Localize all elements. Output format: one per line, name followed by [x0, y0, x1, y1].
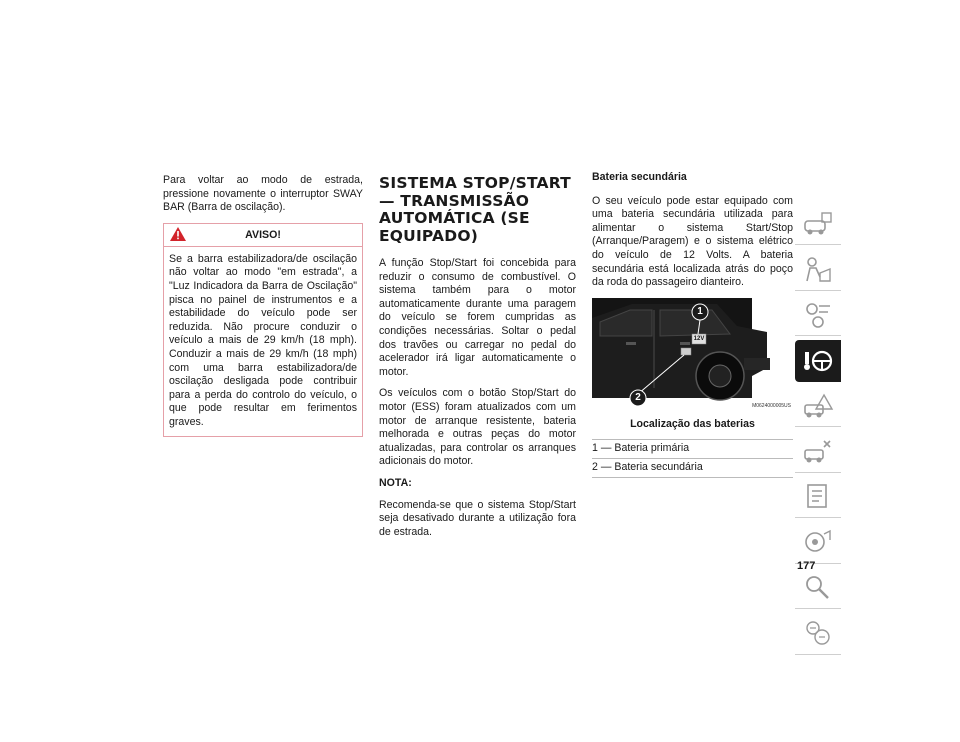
- warning-header: [164, 224, 362, 247]
- stop-start-paragraph-2: Os veículos com o botão Stop/Start do motor (ESS) foram atualizados com um motor de arranque resistente, bateria melhorada e outras peças do motor atualizadas, para controlar os arranques adicionais do motor.: [379, 387, 576, 468]
- left-column: [163, 174, 363, 437]
- secondary-battery-paragraph: O seu veículo pode estar equipado com uma bateria secundária utilizada para alimentar o sistema Start/Stop (Arranque/Paragem) e o sistema elétrico do veículo de 12 Volts. A bateria secundária está localizada atrás do poço da roda do passageiro dianteiro.: [592, 194, 793, 289]
- legend-item: 2 — Bateria secundária: [592, 458, 793, 478]
- intro-paragraph: Para voltar ao modo de estrada, pressione novamente o interruptor SWAY BAR (Barra de oscilação).: [163, 174, 363, 214]
- multimedia-icon: [802, 528, 834, 558]
- figure-caption: Localização das baterias: [630, 417, 755, 430]
- tab-language[interactable]: [795, 613, 841, 655]
- subheading-secondary-battery: Bateria secundária: [592, 171, 687, 183]
- page-number: 177: [797, 560, 816, 572]
- section-heading: SISTEMA STOP/START — TRANSMISSÃO AUTOMÁTICA (SE EQUIPADO): [379, 174, 571, 245]
- callout-2: 2: [635, 391, 641, 403]
- chapter-tabs: [795, 203, 841, 658]
- specifications-icon: [802, 482, 834, 512]
- tab-index[interactable]: [795, 567, 841, 609]
- callout-1: 1: [697, 305, 703, 317]
- battery-label: 12V: [693, 335, 705, 342]
- warning-box: [163, 223, 363, 437]
- tab-vehicle-safety[interactable]: [795, 249, 841, 291]
- tab-vehicle-info[interactable]: [795, 203, 841, 245]
- warning-triangle-icon: [170, 227, 186, 241]
- legend-item: 1 — Bateria primária: [592, 439, 793, 458]
- tab-emergency[interactable]: [795, 385, 841, 427]
- battery-location-figure: [592, 298, 793, 416]
- tab-warning-lights[interactable]: [795, 294, 841, 336]
- servicing-icon: [802, 437, 834, 467]
- middle-column: [379, 171, 576, 547]
- warning-title: AVISO!: [245, 228, 281, 241]
- vehicle-safety-icon: [802, 255, 834, 285]
- warning-text: Se a barra estabilizadora/de oscilação não voltar ao modo "em estrada", a "Luz Indicadora da Barra de Oscilação" pisca no painel de instrumentos e a estabilidade do veículo pode ser reduzida. Não procure conduzir o veículo a mais de 29 km/h (18 mph). Conduzir a mais de 29 km/h (18 mph) com uma barra estabilizadora/de oscilação desligada pode contribuir para a perda do controlo do veículo, o que pode resultar em ferimentos graves.: [169, 252, 357, 428]
- note-text: Recomenda-se que o sistema Stop/Start seja desativado durante a utilização fora de estrada.: [379, 498, 576, 538]
- right-column: [592, 171, 793, 478]
- warning-lights-icon: [802, 300, 834, 330]
- search-icon: [802, 573, 834, 603]
- tab-multimedia[interactable]: [795, 522, 841, 564]
- tab-starting-and-operating[interactable]: [795, 340, 841, 382]
- figure-legend: [592, 439, 793, 477]
- figure-code: M0624000005US: [752, 403, 791, 410]
- note-label: NOTA:: [379, 476, 412, 489]
- tab-servicing[interactable]: [795, 431, 841, 473]
- language-icon: [802, 619, 834, 649]
- steering-wheel-icon: [802, 346, 834, 376]
- emergency-icon: [802, 391, 834, 421]
- tab-specifications[interactable]: [795, 476, 841, 518]
- stop-start-paragraph-1: A função Stop/Start foi concebida para reduzir o consumo de combustível. O sistema também para o motor automaticamente durante uma paragem do veículo se forem cumpridas as condições necessárias. Soltar o pedal dos travões ou carregar no pedal do acelerador irá ligar automaticamente o motor.: [379, 257, 576, 378]
- vehicle-info-icon: [802, 209, 834, 239]
